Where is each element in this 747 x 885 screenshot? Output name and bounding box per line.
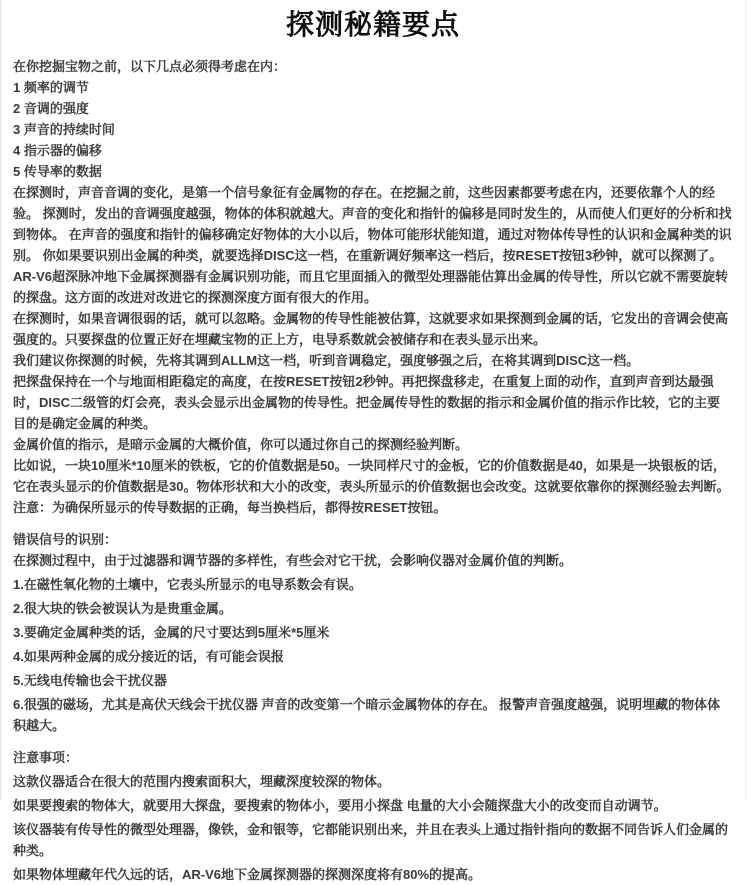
paragraph-coil-height: 把探盘保持在一个与地面相距稳定的高度，在按RESET按钮2秒钟。再把探盘移走，在重复上面的动作，直到声音到达最强时，DISC二级管的灯会亮，表头会显示出金属物的传导性。把金属传导性的数据的指示和金属价值的指示作比较，它的主要目的是确定金属的种类。 bbox=[13, 374, 721, 431]
factor-item-2: 2 音调的强度 bbox=[13, 101, 89, 116]
paragraph-allm-advice: 我们建议你探测的时候，先将其调到ALLM这一档，听到音调稳定，强度够强之后，在将其调到DISC这一档。 bbox=[13, 353, 640, 368]
error-item-2: 2.很大块的铁会被误认为是贵重金属。 bbox=[13, 601, 232, 616]
document-title: 探测秘籍要点 bbox=[285, 9, 460, 40]
error-item-6: 6.很强的磁场，尤其是高伏天线会干扰仪器 声音的改变第一个暗示金属物体的存在。 报警声音强度越强，说明埋藏的物体体积越大。 bbox=[13, 697, 721, 733]
error-signals-heading: 错误信号的识别： bbox=[13, 532, 118, 547]
note-item-2: 如果要搜索的物体大，就要用大探盘，要搜索的物体小，要用小探盘 电量的大小会随探盘大小的改变而自动调节。 bbox=[13, 798, 667, 813]
paragraph-reset-note: 注意：为确保所显示的传导数据的正确，每当换档后，都得按RESET按钮。 bbox=[13, 500, 447, 515]
paragraph-value-indication: 金属价值的指示，是暗示金属的大概价值，你可以通过你自己的探测经验判断。 bbox=[13, 437, 469, 452]
paragraph-detection-signals: 在探测时，声音音调的变化，是第一个信号象征有金属物的存在。在挖掘之前，这些因素都要考虑在内，还要依靠个人的经验。 探测时，发出的音调强度越强，物体的体积就越大。声音的变化和指针的偏移是同时发生的，从而使人们更好的分析和找到物体。 在声音的强度和指针的偏移确定好物体的大小以后，物体可能形状能知道，通过对物体传导性的认识和金属种类的识别。 你如果要识别出金属的种类，就要选择DISC这一档，在重新调好频率这一档后，按RESET按钮3秒钟，就可以探测了。 bbox=[13, 185, 732, 263]
error-item-4: 4.如果两种金属的成分接近的话，有可能会误报 bbox=[13, 649, 284, 664]
note-item-1: 这款仪器适合在很大的范围内搜索面积大，埋藏深度较深的物体。 bbox=[13, 774, 391, 789]
factor-item-3: 3 声音的持续时间 bbox=[13, 122, 115, 137]
intro-line: 在你挖掘宝物之前，以下几点必须得考虑在内： bbox=[13, 59, 287, 74]
factor-item-4: 4 指示器的偏移 bbox=[13, 143, 102, 158]
factor-item-5: 5 传导率的数据 bbox=[13, 164, 102, 179]
paragraph-weak-tone: 在探测时，如果音调很弱的话，就可以忽略。金属物的传导性能被估算，这就要求如果探测到金属的话，它发出的音调会使高强度的。只要探盘的位置正好在埋藏宝物的正上方，电导系数就会被储存和在表头显示出来。 bbox=[13, 311, 729, 347]
paragraph-value-examples: 比如说，一块10厘米*10厘米的铁板，它的价值数据是50。一块同样尺寸的金板，它的价值数据是40，如果是一块银板的话，它在表头显示的价值数据是30。物体形状和大小的改变，表头所显示的价值数据也会改变。这就要依靠你的探测经验去判断。 bbox=[13, 458, 730, 494]
error-item-5: 5.无线电传输也会干扰仪器 bbox=[13, 673, 167, 688]
factor-item-1: 1 频率的调节 bbox=[13, 80, 89, 95]
note-item-4: 如果物体埋藏年代久远的话，AR-V6地下金属探测器的探测深度将有80%的提高。 bbox=[13, 867, 482, 882]
error-item-1: 1.在磁性氧化物的土壤中，它表头所显示的电导系数会有误。 bbox=[13, 577, 362, 592]
note-item-3: 该仪器装有传导性的微型处理器，像铁，金和银等，它都能识别出来，并且在表头上通过指针指向的数据不同告诉人们金属的种类。 bbox=[13, 822, 729, 858]
error-signals-intro: 在探测过程中，由于过滤器和调节器的多样性，有些会对它干扰，会影响仪器对金属价值的判断。 bbox=[13, 553, 573, 568]
notes-heading: 注意事项： bbox=[13, 750, 79, 765]
error-item-3: 3.要确定金属种类的话，金属的尺寸要达到5厘米*5厘米 bbox=[13, 625, 330, 640]
paragraph-arv6-features: AR-V6超深脉冲地下金属探测器有金属识别功能，而且它里面插入的微型处理器能估算出金属的传导性，所以它就不需要旋转的探盘。这方面的改进对改进它的探测深度方面有很大的作用。 bbox=[13, 269, 729, 305]
